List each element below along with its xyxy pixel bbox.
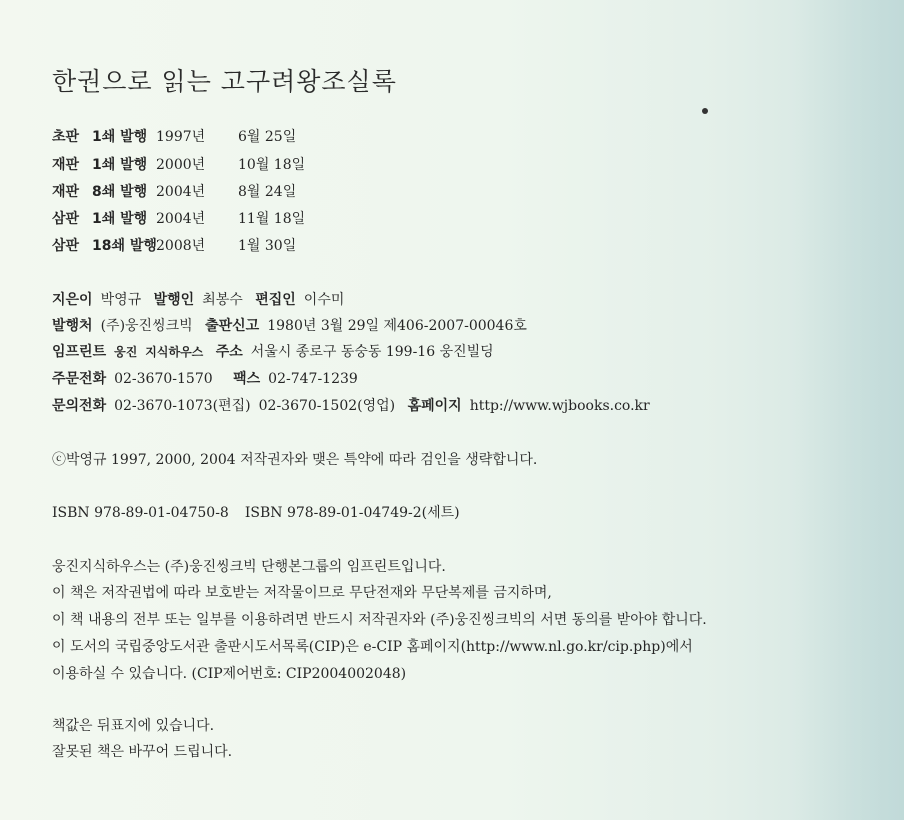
credits-line: 지은이 박영규 발행인 최봉수 편집인 이수미 [52, 292, 345, 308]
ink-speck [702, 108, 708, 114]
edition-row: 재판 8쇄 발행 2004년 8월 24일 [52, 184, 297, 200]
notice-line: 이 책은 저작권법에 따라 보호받는 저작물이므로 무단전재와 무단복제를 금지하며, [52, 585, 552, 601]
edition-row: 삼판 18쇄 발행2008년 1월 30일 [52, 238, 297, 254]
imprint-line: 임프린트 웅진 지식하우스 주소 서울시 종로구 동숭동 199-16 웅진빌딩 [52, 344, 494, 360]
closing-line: 책값은 뒤표지에 있습니다. [52, 718, 215, 734]
closing-line: 잘못된 책은 바꾸어 드립니다. [52, 744, 233, 760]
notice-line: 이 도서의 국립중앙도서관 출판시도서목록(CIP)은 e-CIP 홈페이지(http://www.nl.go.kr/cip.php)에서 [52, 639, 693, 655]
page-edge-shadow [794, 0, 904, 820]
book-title: 한권으로 읽는 고구려왕조실록 [52, 67, 397, 96]
isbn-line: ISBN 978-89-01-04750-8 ISBN 978-89-01-04749-2(세트) [52, 505, 460, 521]
imprint-brand-logo: 웅진 [114, 345, 138, 359]
publisher-line: 발행처 (주)웅진씽크빅 출판신고 1980년 3월 29일 제406-2007-00046호 [52, 318, 527, 334]
notice-line: 이용하실 수 있습니다. (CIP제어번호: CIP2004002048) [52, 666, 407, 682]
homepage-link: http://www.wjbooks.co.kr [469, 398, 650, 414]
order-line: 주문전화 02-3670-1570 팩스 02-747-1239 [52, 371, 358, 387]
edition-row: 삼판 1쇄 발행 2004년 11월 18일 [52, 211, 306, 227]
copyright-notice: ⓒ박영규 1997, 2000, 2004 저작권자와 맺은 특약에 따라 검인을 생략합니다. [52, 452, 538, 468]
notice-line: 웅진지식하우스는 (주)웅진씽크빅 단행본그룹의 임프린트입니다. [52, 559, 446, 575]
inquiry-line: 문의전화 02-3670-1073(편집) 02-3670-1502(영업) 홈페이지 http://www.wjbooks.co.kr [52, 398, 650, 414]
notice-line: 이 책 내용의 전부 또는 일부를 이용하려면 반드시 저작권자와 (주)웅진씽크빅의 서면 동의를 받아야 합니다. [52, 612, 707, 628]
edition-row: 재판 1쇄 발행 2000년 10월 18일 [52, 157, 306, 173]
edition-row: 초판 1쇄 발행 1997년 6월 25일 [52, 129, 297, 145]
